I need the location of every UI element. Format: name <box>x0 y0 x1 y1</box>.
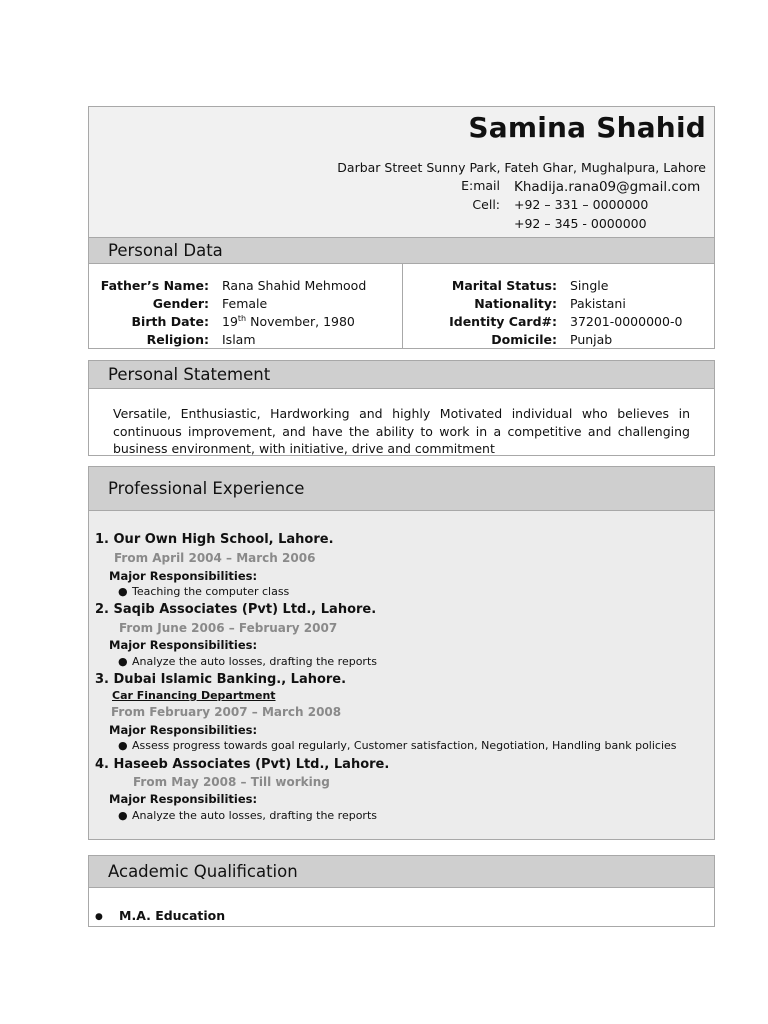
professional-experience-body <box>88 510 715 840</box>
academic-qualification-heading <box>88 855 715 888</box>
responsibility-item: ● Teaching the computer class <box>118 585 290 598</box>
pd-value: Female <box>222 296 268 311</box>
pd-label: Domicile: <box>491 332 557 347</box>
resume-header <box>88 106 715 238</box>
column-divider <box>402 264 403 348</box>
address: Darbar Street Sunny Park, Fateh Ghar, Mughalpura, Lahore <box>337 160 706 175</box>
pd-value: Islam <box>222 332 256 347</box>
personal-data-heading <box>88 237 715 264</box>
personal-statement-title: Personal Statement <box>108 365 271 384</box>
job-dates: From April 2004 – March 2006 <box>114 551 316 565</box>
cell-number-2: +92 – 345 - 0000000 <box>514 216 647 231</box>
academic-qualification-body <box>88 887 715 927</box>
personal-data-table <box>88 263 715 349</box>
pd-value: Rana Shahid Mehmood <box>222 278 367 293</box>
responsibility-item: ● Analyze the auto losses, drafting the reports <box>118 655 378 668</box>
responsibility-item: ● Assess progress towards goal regularly, Customer satisfaction, Negotiation, Handling bank policies <box>118 739 677 752</box>
job-dates: From May 2008 – Till working <box>133 775 330 789</box>
job-title: 4. Haseeb Associates (Pvt) Ltd., Lahore. <box>95 757 390 772</box>
candidate-name: Samina Shahid <box>468 111 706 144</box>
cell-number-1: +92 – 331 – 0000000 <box>514 197 649 212</box>
pd-value: Single <box>570 278 609 293</box>
responsibility-item: ● Analyze the auto losses, drafting the reports <box>118 809 378 822</box>
academic-qualification-title: Academic Qualification <box>108 862 298 881</box>
bullet-icon: ● <box>118 739 128 752</box>
pd-label: Identity Card#: <box>449 314 557 329</box>
job-title: 3. Dubai Islamic Banking., Lahore. <box>95 672 347 687</box>
pd-value: 19th November, 1980 <box>222 314 355 330</box>
department-name: Car Financing Department <box>112 689 276 702</box>
bullet-icon: ● <box>118 655 128 668</box>
job-title: 2. Saqib Associates (Pvt) Ltd., Lahore. <box>95 602 377 617</box>
pd-label: Gender: <box>152 296 209 311</box>
personal-statement-heading <box>88 360 715 389</box>
bullet-icon: ● <box>118 585 128 598</box>
professional-experience-title: Professional Experience <box>108 479 305 498</box>
bullet-icon: ● <box>95 911 103 922</box>
pd-label: Father’s Name: <box>100 278 209 293</box>
major-responsibilities-label: Major Responsibilities: <box>109 569 258 583</box>
major-responsibilities-label: Major Responsibilities: <box>109 638 258 652</box>
professional-experience-heading <box>88 466 715 511</box>
pd-value: Punjab <box>570 332 613 347</box>
pd-value: Pakistani <box>570 296 626 311</box>
job-title: 1. Our Own High School, Lahore. <box>95 532 334 547</box>
personal-statement-body <box>88 388 715 456</box>
major-responsibilities-label: Major Responsibilities: <box>109 792 258 806</box>
pd-value: 37201-0000000-0 <box>570 314 683 329</box>
bullet-icon: ● <box>118 809 128 822</box>
job-dates: From June 2006 – February 2007 <box>119 621 338 635</box>
email-label: E:mail <box>461 178 500 193</box>
pd-label: Religion: <box>146 332 209 347</box>
pd-label: Nationality: <box>474 296 557 311</box>
qualification-item: ● M.A. Education <box>95 908 226 923</box>
personal-data-title: Personal Data <box>108 241 223 260</box>
statement-text: Versatile, Enthusiastic, Hardworking and highly Motivated individual who believes in continuous improvement, and have the ability to work in a competitive and challenging business environment, with initiative, drive and commitment <box>113 406 690 456</box>
job-dates: From February 2007 – March 2008 <box>111 705 342 719</box>
email-value: Khadija.rana09@gmail.com <box>514 179 701 195</box>
pd-label: Marital Status: <box>451 278 557 293</box>
cell-label: Cell: <box>472 197 500 212</box>
major-responsibilities-label: Major Responsibilities: <box>109 723 258 737</box>
pd-label: Birth Date: <box>131 314 209 329</box>
